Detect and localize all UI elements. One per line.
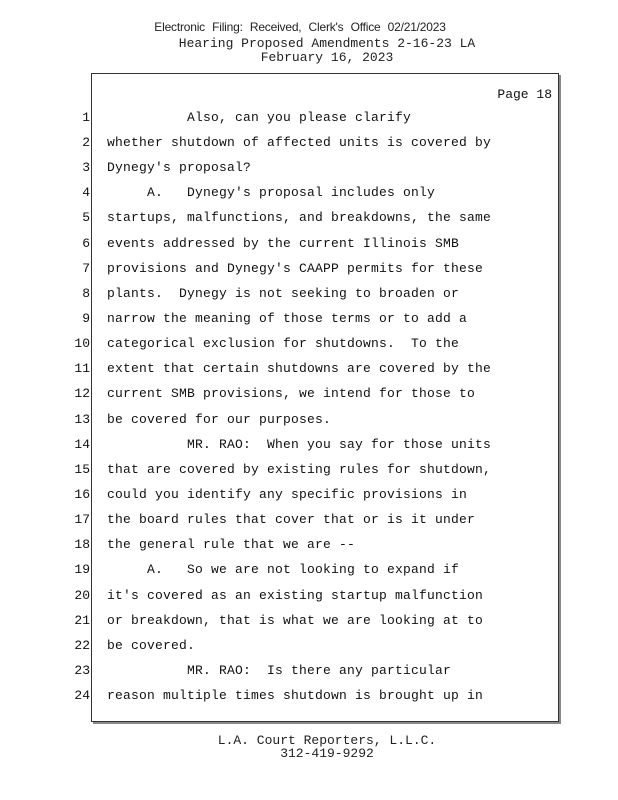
line-number: 18 <box>74 537 90 552</box>
header-title: Hearing Proposed Amendments 2-16-23 LA <box>178 36 476 51</box>
line-text: categorical exclusion for shutdowns. To the <box>107 336 460 351</box>
line-text: the general rule that we are -- <box>107 537 356 552</box>
line-number: 7 <box>82 261 90 276</box>
line-number: 10 <box>74 336 90 351</box>
line-number: 5 <box>82 210 90 225</box>
filing-stamp: Electronic Filing: Received, Clerk's Office 02/21/2023 <box>154 20 446 34</box>
line-number: 3 <box>82 160 90 175</box>
line-number: 23 <box>74 663 90 678</box>
line-text: MR. RAO: When you say for those units <box>107 437 492 452</box>
line-text: be covered for our purposes. <box>107 412 332 427</box>
line-text: or breakdown, that is what we are looking at to <box>107 613 484 628</box>
page-number: Page 18 <box>497 87 552 102</box>
line-number: 6 <box>82 236 90 251</box>
line-number: 13 <box>74 412 90 427</box>
line-text: provisions and Dynegy's CAAPP permits for these <box>107 261 484 276</box>
line-number: 21 <box>74 613 90 628</box>
line-text: it's covered as an existing startup malfunction <box>107 588 484 603</box>
line-number: 17 <box>74 512 90 527</box>
footer-phone: 312-419-9292 <box>280 746 374 761</box>
line-text: could you identify any specific provisions in <box>107 487 468 502</box>
line-text: events addressed by the current Illinois SMB <box>107 236 460 251</box>
line-text: extent that certain shutdowns are covered by the <box>107 361 492 376</box>
line-number: 9 <box>82 311 90 326</box>
line-number: 24 <box>74 688 90 703</box>
line-text: whether shutdown of affected units is covered by <box>107 135 492 150</box>
line-text: startups, malfunctions, and breakdowns, the same <box>107 210 492 225</box>
line-text: MR. RAO: Is there any particular <box>107 663 452 678</box>
line-text: A. Dynegy's proposal includes only <box>107 185 436 200</box>
line-number: 12 <box>74 386 90 401</box>
line-text: A. So we are not looking to expand if <box>107 562 460 577</box>
line-number: 15 <box>74 462 90 477</box>
line-text: narrow the meaning of those terms or to add a <box>107 311 468 326</box>
line-number: 16 <box>74 487 90 502</box>
line-text: current SMB provisions, we intend for those to <box>107 386 476 401</box>
line-text: be covered. <box>107 638 196 653</box>
line-text: Also, can you please clarify <box>107 110 412 125</box>
line-text: that are covered by existing rules for shutdown, <box>107 462 492 477</box>
line-text: plants. Dynegy is not seeking to broaden or <box>107 286 460 301</box>
line-text: reason multiple times shutdown is brought up in <box>107 688 484 703</box>
line-text: Dynegy's proposal? <box>107 160 252 175</box>
line-number: 2 <box>82 135 90 150</box>
line-number: 22 <box>74 638 90 653</box>
line-number: 11 <box>74 361 90 376</box>
line-number: 14 <box>74 437 90 452</box>
line-number: 4 <box>82 185 90 200</box>
line-number: 1 <box>82 110 90 125</box>
line-text: the board rules that cover that or is it under <box>107 512 476 527</box>
header-date: February 16, 2023 <box>260 50 394 65</box>
line-number: 19 <box>74 562 90 577</box>
footer-reporter: L.A. Court Reporters, L.L.C. <box>217 733 437 748</box>
line-number: 20 <box>74 588 90 603</box>
line-number: 8 <box>82 286 90 301</box>
